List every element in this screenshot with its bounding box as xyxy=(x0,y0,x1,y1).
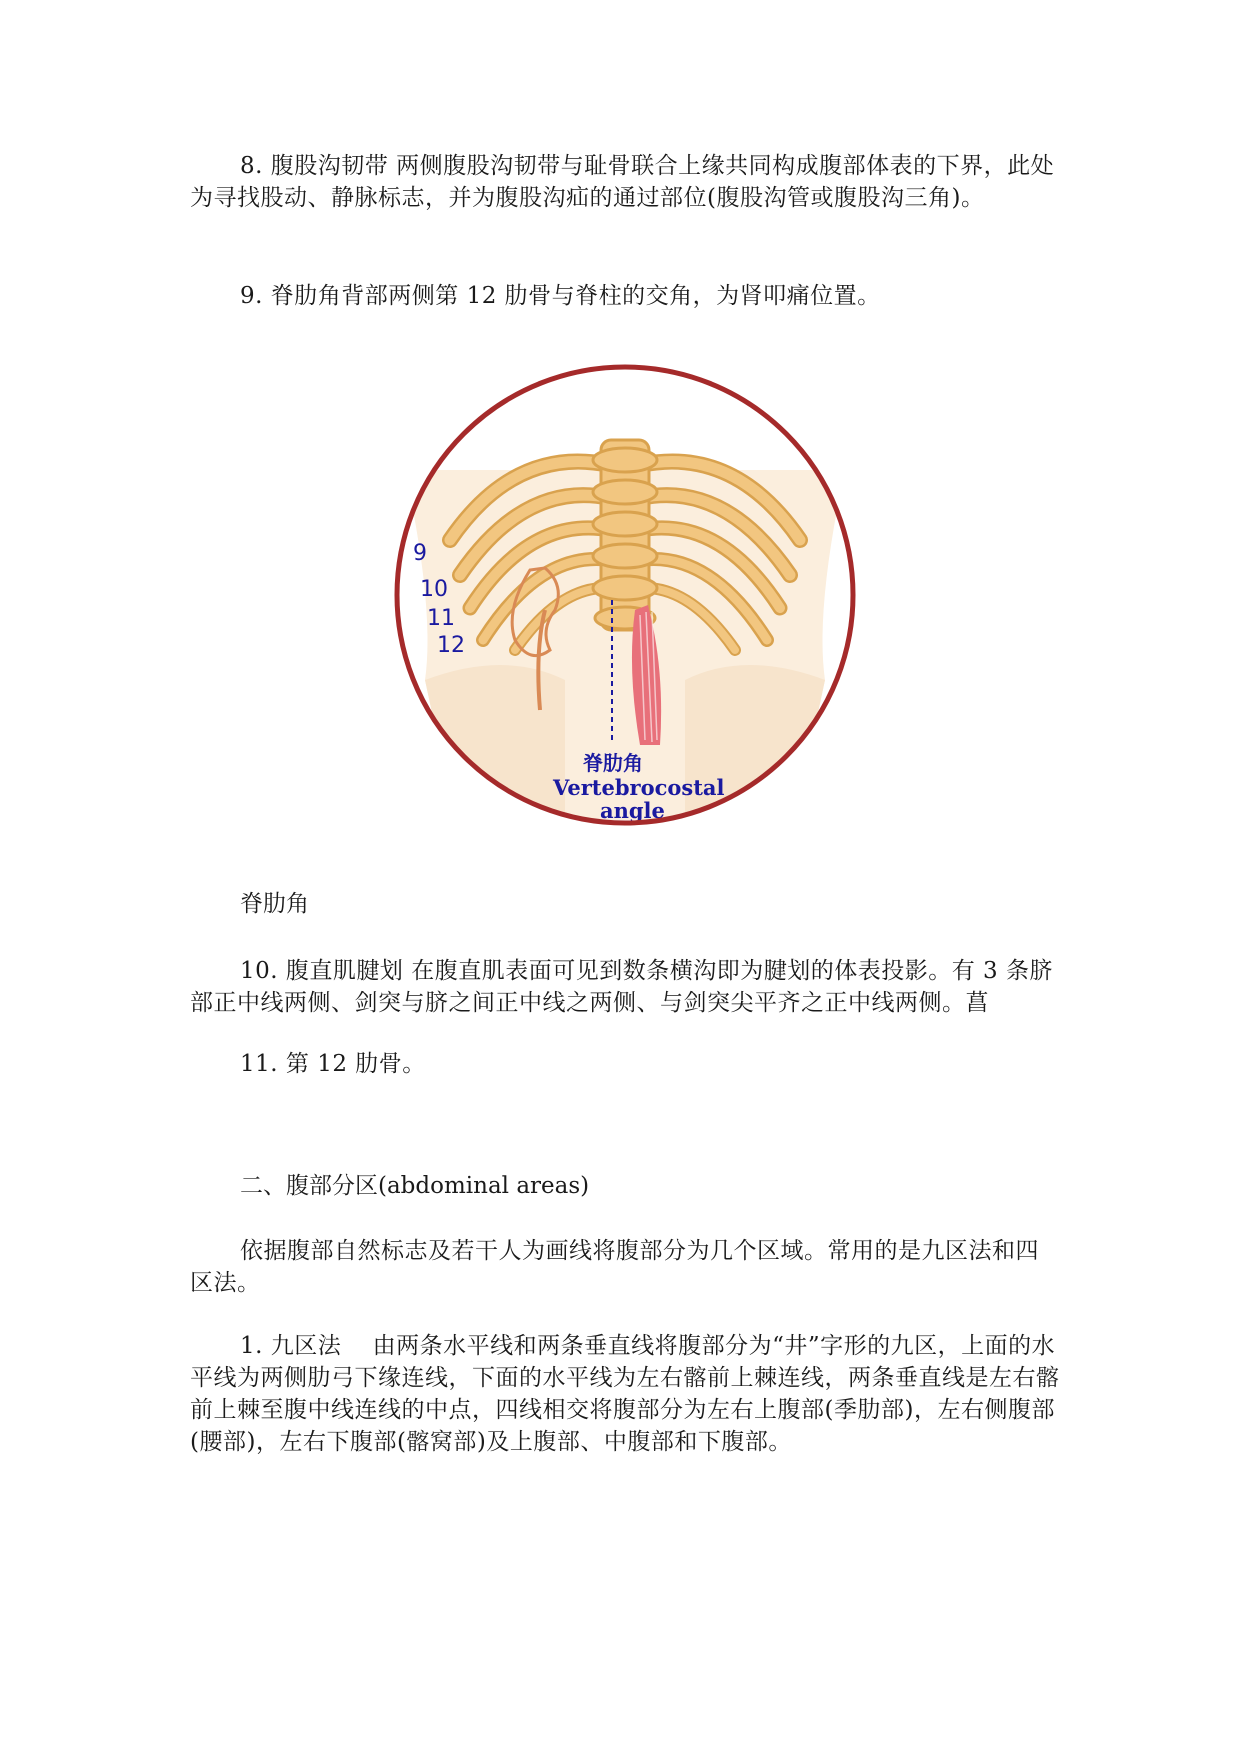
figure-label-chinese: 脊肋角 xyxy=(583,751,643,775)
paragraph-twelfth-rib: 11. 第 12 肋骨。 xyxy=(240,1051,426,1077)
anatomy-illustration xyxy=(365,350,885,850)
paragraph-inguinal-ligament: 8. 腹股沟韧带 两侧腹股沟韧带与耻骨联合上缘共同构成腹部体表的下界，此处为寻找股动、静脉标志，并为腹股沟疝的通过部位(腹股沟管或腹股沟三角)。 xyxy=(190,153,1055,211)
paragraph-abdominal-division: 依据腹部自然标志及若干人为画线将腹部分为几个区域。常用的是九区法和四区法。 xyxy=(190,1238,1039,1296)
rib-number-12: 12 xyxy=(437,633,465,658)
figure-label-english-line2: angle xyxy=(600,798,665,823)
figure-label-english-line1: Vertebrocostal xyxy=(553,775,725,800)
paragraph-rectus-tendinous: 10. 腹直肌腱划 在腹直肌表面可见到数条横沟即为腱划的体表投影。有 3 条脐部正中线两侧、剑突与脐之间正中线之两侧、与剑突尖平齐之正中线两侧。菖 xyxy=(190,958,1053,1016)
paragraph-vertebrocostal-angle: 9. 脊肋角背部两侧第 12 肋骨与脊柱的交角，为肾叩痛位置。 xyxy=(240,283,881,309)
rib-number-11: 11 xyxy=(427,606,455,631)
spine xyxy=(593,440,657,630)
rib-number-9: 9 xyxy=(413,541,427,566)
section-heading-abdominal-areas: 二、腹部分区(abdominal areas) xyxy=(240,1173,590,1199)
paragraph-nine-region-method: 1. 九区法 由两条水平线和两条垂直线将腹部分为“井”字形的九区，上面的水平线为两侧肋弓下缘连线，下面的水平线为左右髂前上棘连线，两条垂直线是左右髂前上棘至腹中线连线的中点，四线相交将腹部分为左右上腹部(季肋部)，左右侧腹部(腰部)，左右下腹部(髂窝部)及上腹部、中腹部和下腹部。 xyxy=(190,1333,1060,1455)
figure-caption: 脊肋角 xyxy=(240,891,309,917)
vertebrocostal-angle-figure xyxy=(365,350,885,850)
rib-number-10: 10 xyxy=(420,577,448,602)
